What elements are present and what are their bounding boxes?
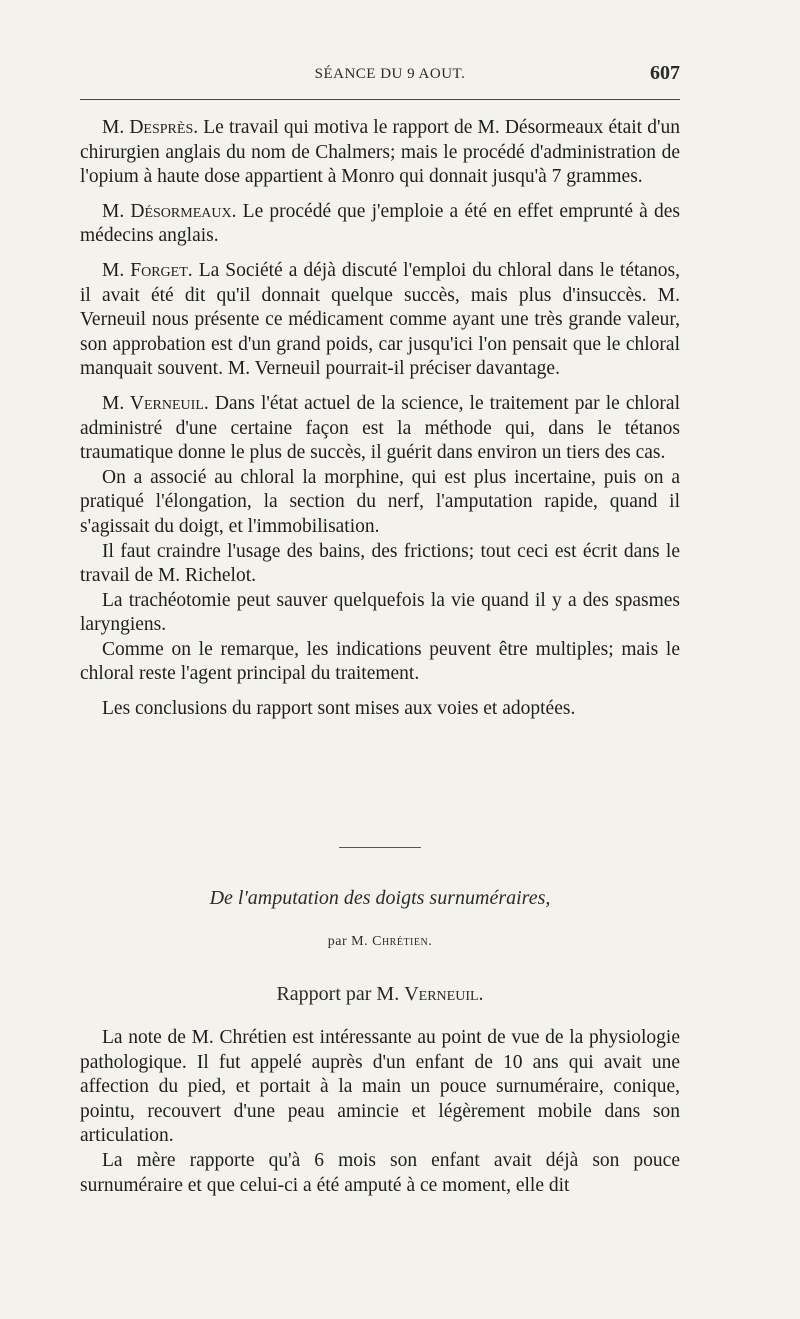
speaker-name: M. Verneuil. bbox=[102, 392, 209, 414]
speech-text: Dans l'état actuel de la science, le traitement par le chloral administré d'une certaine façon est la méthode qui, dans le tétanos traumatique donne le plus de succès, il guérit dans environ un tiers des cas. bbox=[80, 392, 680, 464]
article-title: De l'amputation des doigts surnuméraires, bbox=[209, 887, 551, 909]
report-prefix: Rapport par M. bbox=[276, 983, 405, 1005]
section-separator bbox=[339, 847, 421, 848]
running-title: SÉANCE DU 9 AOUT. bbox=[314, 66, 466, 82]
page-number: 607 bbox=[650, 62, 680, 84]
speech-desormeaux bbox=[80, 200, 680, 249]
speech-verneuil bbox=[80, 392, 680, 466]
speech-text: Le procédé que j'emploie a été en effet emprunté à des médecins anglais. bbox=[80, 200, 681, 247]
speech-text: La Société a déjà discuté l'emploi du chloral dans le tétanos, il avait été dit qu'il donnait quelque succès, mais plus d'insuccès. M. Verneuil nous présente ce médicament comme ayant une très grande valeur, son approbation est d'un grand poids, car jusqu'ici l'on pensait que le chloral manquait souvent. M. Verneuil pourrait-il préciser davantage. bbox=[80, 259, 681, 380]
speaker-name: M. Forget. bbox=[102, 259, 193, 281]
speech-forget bbox=[80, 259, 680, 382]
report-author: Verneuil. bbox=[404, 983, 484, 1005]
header-rule bbox=[80, 99, 680, 100]
paragraph: Comme on le remarque, les indications peuvent être multiples; mais le chloral reste l'agent principal du traitement. bbox=[80, 638, 680, 685]
report-heading bbox=[0, 983, 760, 1006]
page-header bbox=[80, 62, 680, 92]
speaker-name: M. Desprès. bbox=[102, 117, 199, 138]
paragraph: On a associé au chloral la morphine, qui est plus incertaine, puis on a pratiqué l'élongation, la section du nerf, l'amputation rapide, quand il s'agissait du doigt, et l'immobilisation. bbox=[80, 466, 680, 537]
discussion-section bbox=[80, 116, 680, 732]
byline-author: Chrétien. bbox=[372, 934, 433, 949]
conclusion-paragraph: Les conclusions du rapport sont mises aux voies et adoptées. bbox=[102, 698, 576, 720]
speech-text: Le travail qui motiva le rapport de M. Désormeaux était d'un chirurgien anglais du nom de Chalmers; mais le procédé d'administration de l'opium à haute dose appartient à Monro qui donnait jusqu'à 7 grammes. bbox=[80, 117, 680, 188]
article-byline bbox=[0, 934, 760, 950]
paragraph: La note de M. Chrétien est intéressante au point de vue de la physiologie pathologique. Il fut appelé auprès d'un enfant de 10 ans qui avait une affection du pied, et portait à la main un pouce surnuméraire, conique, pointu, recouvert d'une peau amincie et légèrement mobile dans son articulation. bbox=[80, 1027, 680, 1147]
speaker-name: M. Désormeaux. bbox=[102, 200, 237, 222]
paragraph: La trachéotomie peut sauver quelquefois la vie quand il y a des spasmes laryngiens. bbox=[80, 589, 680, 636]
paragraph: Il faut craindre l'usage des bains, des frictions; tout ceci est écrit dans le travail de M. Richelot. bbox=[80, 540, 680, 587]
byline-prefix: par M. bbox=[327, 934, 373, 949]
report-section bbox=[80, 1026, 680, 1198]
speech-despres bbox=[80, 116, 680, 190]
paragraph: La mère rapporte qu'à 6 mois son enfant avait déjà son pouce surnuméraire et que celui-ci a été amputé à ce moment, elle dit bbox=[80, 1149, 680, 1196]
